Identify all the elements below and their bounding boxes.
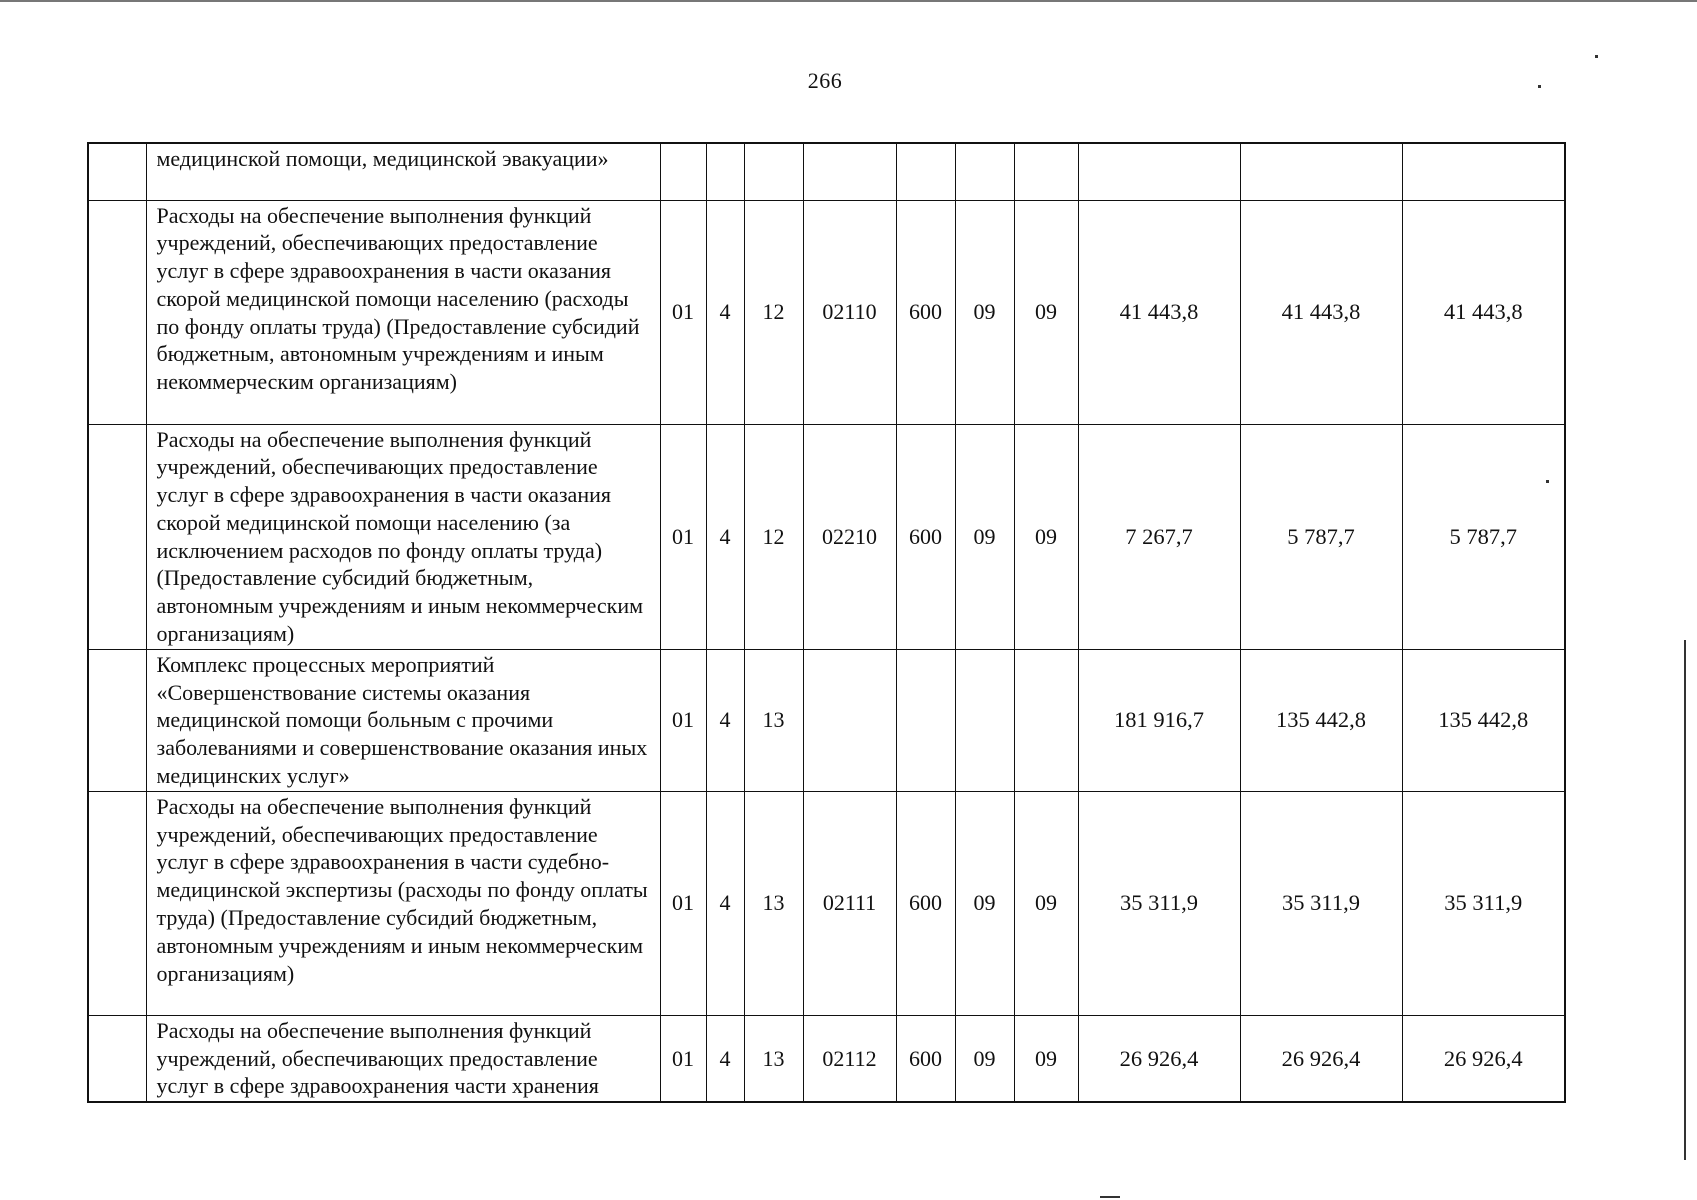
scan-top-edge: [0, 0, 1697, 2]
amount-year-2-cell: 26 926,4: [1240, 1015, 1402, 1102]
complex-code-cell: 13: [744, 791, 803, 1015]
amount-year-2-cell: 135 442,8: [1240, 649, 1402, 791]
scan-dash: [1100, 1196, 1120, 1198]
table-body: [88, 143, 1565, 1102]
expense-type-cell: 600: [896, 791, 955, 1015]
scan-dot: [1546, 480, 1549, 483]
complex-code-cell: 12: [744, 424, 803, 649]
subprogram-code-cell: 4: [706, 649, 744, 791]
amount-year-1-cell: 41 443,8: [1078, 200, 1240, 424]
row-number-cell: [88, 791, 146, 1015]
subsection-code-cell: 09: [1014, 200, 1078, 424]
complex-code-cell: 13: [744, 1015, 803, 1102]
section-code-cell: [955, 649, 1014, 791]
direction-code-cell: 02110: [803, 200, 896, 424]
amount-year-1-cell: 7 267,7: [1078, 424, 1240, 649]
amount-year-3-cell: [1402, 143, 1565, 200]
section-code-cell: 09: [955, 200, 1014, 424]
program-code-cell: 01: [660, 424, 706, 649]
table-row: [88, 649, 1565, 791]
amount-year-3-cell: 26 926,4: [1402, 1015, 1565, 1102]
row-number-cell: [88, 424, 146, 649]
amount-year-3-cell: 5 787,7: [1402, 424, 1565, 649]
program-code-cell: 01: [660, 791, 706, 1015]
row-description: Расходы на обеспечение выполнения функций учреждений, обеспечивающих предоставление услуг в сфере здравоохранения в части судебно-медицинской экспертизы (расходы по фонду оплаты труда) (Предоставление субсидий бюджетным, автономным учреждениям и иным некоммерческим организациям): [146, 791, 660, 1015]
row-description: Расходы на обеспечение выполнения функций учреждений, обеспечивающих предоставление услуг в сфере здравоохранения в части оказания скорой медицинской помощи населению (за исключением расходов по фонду оплаты труда) (Предоставление субсидий бюджетным, автономным учреждениям и иным некоммерческим организациям): [146, 424, 660, 649]
budget-table: [87, 142, 1566, 1103]
amount-year-2-cell: 41 443,8: [1240, 200, 1402, 424]
subsection-code-cell: 09: [1014, 791, 1078, 1015]
section-code-cell: 09: [955, 791, 1014, 1015]
page-number: 266: [807, 68, 843, 93]
row-number-cell: [88, 649, 146, 791]
subsection-code-cell: [1014, 143, 1078, 200]
section-code-cell: 09: [955, 1015, 1014, 1102]
subsection-code-cell: 09: [1014, 1015, 1078, 1102]
subsection-code-cell: 09: [1014, 424, 1078, 649]
subsection-code-cell: [1014, 649, 1078, 791]
amount-year-3-cell: 41 443,8: [1402, 200, 1565, 424]
section-code-cell: [955, 143, 1014, 200]
program-code-cell: [660, 143, 706, 200]
section-code-cell: 09: [955, 424, 1014, 649]
row-number-cell: [88, 1015, 146, 1102]
complex-code-cell: 13: [744, 649, 803, 791]
amount-year-2-cell: 5 787,7: [1240, 424, 1402, 649]
amount-year-1-cell: 181 916,7: [1078, 649, 1240, 791]
subprogram-code-cell: 4: [706, 1015, 744, 1102]
scan-dot: [1595, 55, 1598, 58]
program-code-cell: 01: [660, 649, 706, 791]
amount-year-1-cell: 35 311,9: [1078, 791, 1240, 1015]
table-row: [88, 424, 1565, 649]
table-row: [88, 143, 1565, 200]
amount-year-2-cell: [1240, 143, 1402, 200]
direction-code-cell: [803, 649, 896, 791]
expense-type-cell: 600: [896, 1015, 955, 1102]
amount-year-3-cell: 35 311,9: [1402, 791, 1565, 1015]
subprogram-code-cell: 4: [706, 791, 744, 1015]
subprogram-code-cell: 4: [706, 424, 744, 649]
expense-type-cell: [896, 143, 955, 200]
amount-year-2-cell: 35 311,9: [1240, 791, 1402, 1015]
direction-code-cell: 02111: [803, 791, 896, 1015]
expense-type-cell: [896, 649, 955, 791]
complex-code-cell: [744, 143, 803, 200]
program-code-cell: 01: [660, 1015, 706, 1102]
subprogram-code-cell: [706, 143, 744, 200]
scan-margin-line: [1684, 640, 1686, 1160]
row-number-cell: [88, 143, 146, 200]
table-row: [88, 1015, 1565, 1102]
table-row: [88, 791, 1565, 1015]
expense-type-cell: 600: [896, 200, 955, 424]
table-row: [88, 200, 1565, 424]
expense-type-cell: 600: [896, 424, 955, 649]
subprogram-code-cell: 4: [706, 200, 744, 424]
direction-code-cell: 02210: [803, 424, 896, 649]
program-code-cell: 01: [660, 200, 706, 424]
direction-code-cell: 02112: [803, 1015, 896, 1102]
amount-year-3-cell: 135 442,8: [1402, 649, 1565, 791]
row-description: Комплекс процессных мероприятий «Совершенствование системы оказания медицинской помощи больным с прочими заболеваниями и совершенствование оказания иных медицинских услуг»: [146, 649, 660, 791]
complex-code-cell: 12: [744, 200, 803, 424]
row-description: Расходы на обеспечение выполнения функций учреждений, обеспечивающих предоставление услуг в сфере здравоохранения в части оказания скорой медицинской помощи населению (расходы по фонду оплаты труда) (Предоставление субсидий бюджетным, автономным учреждениям и иным некоммерческим организациям): [146, 200, 660, 424]
row-description: медицинской помощи, медицинской эвакуации»: [146, 143, 660, 200]
amount-year-1-cell: 26 926,4: [1078, 1015, 1240, 1102]
amount-year-1-cell: [1078, 143, 1240, 200]
scan-dot: [1538, 85, 1541, 88]
direction-code-cell: [803, 143, 896, 200]
row-description: Расходы на обеспечение выполнения функций учреждений, обеспечивающих предоставление услуг в сфере здравоохранения части хранения: [146, 1015, 660, 1102]
row-number-cell: [88, 200, 146, 424]
